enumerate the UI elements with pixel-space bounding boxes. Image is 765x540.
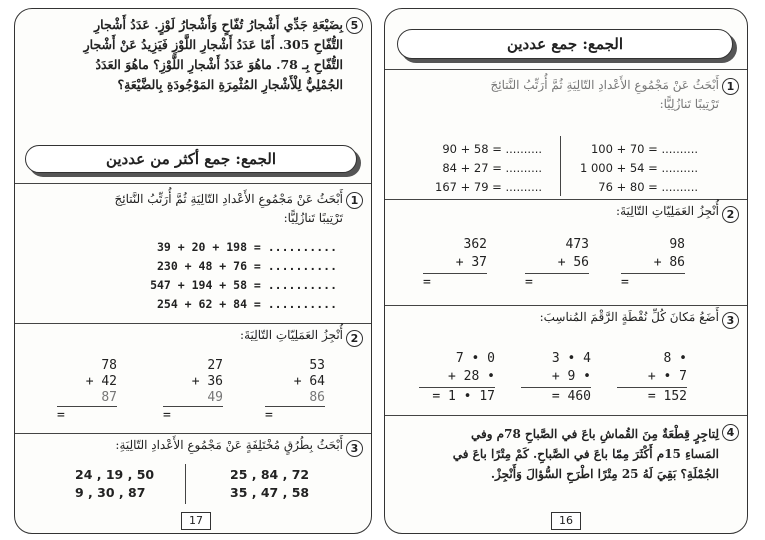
number-group-left [75, 466, 154, 502]
lesson-title-banner: الجمع: جمع عددين [397, 29, 733, 59]
result-field: = [163, 408, 171, 423]
problem-5-line: الجُمْلِيُّ لِلْأَشْجارِ المُثْمِرَةِ المَوْجُودَةِ بِالضَّيْعَةِ؟ [117, 77, 343, 92]
exercise-1-section [385, 69, 747, 200]
operand-bottom: + 28 • [448, 369, 495, 384]
operand-top: 473 [565, 237, 589, 252]
sum-expression: 76 + 80 = .......... [598, 180, 699, 194]
instruction-line: أَبْحَثُ عَنْ مَجْمُوعِ الأَعْدادِ التّالِيَةِ ثُمَّ أُرَتِّبُ النَّتائِجَ [114, 192, 343, 206]
sum-rule [525, 273, 589, 274]
result-value: = 460 [551, 389, 591, 404]
problem-line: المَساءِ 15م أَكْثَرَ مِمّا باعَ في الصَّباحِ. كَمْ مِتْرًا باعَ في [452, 447, 719, 461]
page-number: 16 [551, 512, 581, 530]
sum-expression: 547 + 194 + 58 = .......... [150, 278, 337, 292]
exercise-number-2: 2 [346, 330, 363, 347]
missing-digit-addition [521, 350, 591, 406]
exercise-number-3: 3 [722, 312, 739, 329]
result-value: = 1 • 17 [432, 389, 495, 404]
answer-line: 86 [309, 390, 325, 405]
result-field: = [57, 408, 65, 423]
operand-bottom: + 64 [293, 374, 325, 389]
sum-expression: 39 + 20 + 198 = .......... [156, 240, 337, 254]
exercise-3-title: أَضَعُ مَكانَ كُلِّ نُقْطَةٍ الرَّقْمَ المُناسِبَ: [539, 310, 719, 324]
page-16 [384, 8, 748, 534]
sum-rule [521, 387, 591, 388]
sum-rule [163, 406, 223, 407]
instruction-line: تَرْتِيبًا تَنازُلِيًّا: [659, 97, 719, 111]
column-addition [621, 236, 685, 292]
operand-top: 78 [101, 358, 117, 373]
exercise-number-1: 1 [722, 78, 739, 95]
operand-bottom: + 36 [191, 374, 223, 389]
exercise-4-text [453, 424, 719, 484]
problem-number-5: 5 [346, 17, 363, 34]
operand-bottom: + 42 [85, 374, 117, 389]
missing-digit-addition [617, 350, 687, 406]
sums-list [150, 238, 337, 314]
sums-column-right [580, 140, 698, 197]
sum-expression: 1 000 + 54 = .......... [580, 161, 699, 175]
sums-column-left [435, 140, 542, 197]
missing-digit-addition [419, 350, 495, 406]
number-triple: 24 , 19 , 50 [75, 467, 155, 482]
answer-line: 49 [207, 390, 223, 405]
operand-top: 8 • [663, 351, 687, 366]
operand-bottom: + 37 [455, 255, 487, 270]
operand-top: 98 [669, 237, 685, 252]
operand-top: 27 [207, 358, 223, 373]
exercise-2-title: أُنْجِزُ العَمَلِيّاتِ التّالِيَةَ: [616, 204, 719, 218]
result-value: = 152 [647, 389, 687, 404]
exercise-number-2: 2 [722, 206, 739, 223]
page-17 [14, 8, 372, 534]
operand-top: 3 • 4 [551, 351, 591, 366]
page-number: 17 [181, 512, 211, 530]
group-divider [185, 464, 186, 504]
number-triple: 35 , 47 , 58 [230, 485, 310, 500]
sum-rule [419, 387, 495, 388]
problem-5-line: بِضَيْعَةِ جَدِّي أَشْجارُ تُفّاحٍ وَأَشْجارُ لَوْزٍ. عَدَدُ أَشْجارِ [94, 17, 343, 32]
exercise-1-section [15, 183, 371, 324]
operand-bottom: + • 7 [647, 369, 687, 384]
problem-5-line: التُّفّاحِ بِـ 78. ماهُوَ عَدَدُ أَشْجارِ اللَّوْزِ؟ ماهُوَ العَدَدُ [95, 57, 343, 72]
answer-line: 87 [101, 390, 117, 405]
result-field: = [525, 275, 533, 290]
exercise-2-section [15, 323, 371, 434]
operand-bottom: + 9 • [551, 369, 591, 384]
operand-bottom: + 56 [557, 255, 589, 270]
column-addition [163, 358, 223, 424]
result-field: = [621, 275, 629, 290]
sum-expression: 100 + 70 = .......... [590, 142, 699, 156]
exercise-1-instruction [490, 76, 719, 114]
exercise-1-instruction [114, 190, 343, 228]
result-field: = [265, 408, 273, 423]
column-addition [265, 358, 325, 424]
sum-expression: 167 + 79 = .......... [435, 180, 543, 194]
sum-rule [617, 387, 687, 388]
problem-5-line: التُّفّاحِ 305. أَمّا عَدَدُ أَشْجارِ اللَّوْزِ فَيَزِيدُ عَنْ أَشْجارِ [83, 37, 343, 52]
exercise-3-section [15, 433, 371, 524]
sum-rule [621, 273, 685, 274]
problem-5-text [84, 15, 343, 95]
operand-top: 362 [463, 237, 487, 252]
sum-rule [423, 273, 487, 274]
number-triple: 25 , 84 , 72 [230, 467, 310, 482]
exercise-number-3: 3 [346, 440, 363, 457]
sum-rule [265, 406, 325, 407]
operand-top: 53 [309, 358, 325, 373]
number-triple: 9 , 30 , 87 [75, 485, 146, 500]
result-field: = [423, 275, 431, 290]
sum-expression: 254 + 62 + 84 = .......... [156, 297, 337, 311]
column-addition [423, 236, 487, 292]
sum-rule [57, 406, 117, 407]
sum-expression: 90 + 58 = .......... [442, 142, 543, 156]
operand-top: 7 • 0 [455, 351, 495, 366]
column-addition [57, 358, 117, 424]
column-divider [560, 136, 561, 196]
exercise-2-title: أُنْجِزُ العَمَلِيّاتِ التّالِيَةَ: [240, 328, 343, 342]
exercise-3-section [385, 305, 747, 416]
lesson-title-banner: الجمع: جمع أكثر من عددين [25, 145, 357, 173]
instruction-line: أَبْحَثُ عَنْ مَجْمُوعِ الأَعْدادِ التّالِيَةِ ثُمَّ أُرَتِّبُ النَّتائِجَ [490, 78, 719, 92]
exercise-number-1: 1 [346, 192, 363, 209]
problem-line: لِتاجِرٍ قِطْعَةٌ مِنَ القُماشِ باعَ في الصَّباحِ 78م وفي [470, 427, 719, 441]
problem-line: الجُمْلَةِ؟ بَقِيَ لَهُ 25 مِتْرًا اطْرَحِ السُّؤالَ وَأَنْجِزْ. [490, 467, 719, 481]
column-addition [525, 236, 589, 292]
sum-expression: 230 + 48 + 76 = .......... [156, 259, 337, 273]
instruction-line: تَرْتِيبًا تَنازُلِيًّا: [283, 211, 343, 225]
exercise-number-4: 4 [722, 424, 739, 441]
sum-expression: 84 + 27 = .......... [442, 161, 543, 175]
exercise-2-section [385, 199, 747, 306]
number-group-right [230, 466, 309, 502]
exercise-3-title: أَبْحَثُ بِطُرُقٍ مُخْتَلِفَةٍ عَنْ مَجْمُوعِ الأَعْدادِ التّالِيَةِ: [115, 438, 343, 452]
operand-bottom: + 86 [653, 255, 685, 270]
